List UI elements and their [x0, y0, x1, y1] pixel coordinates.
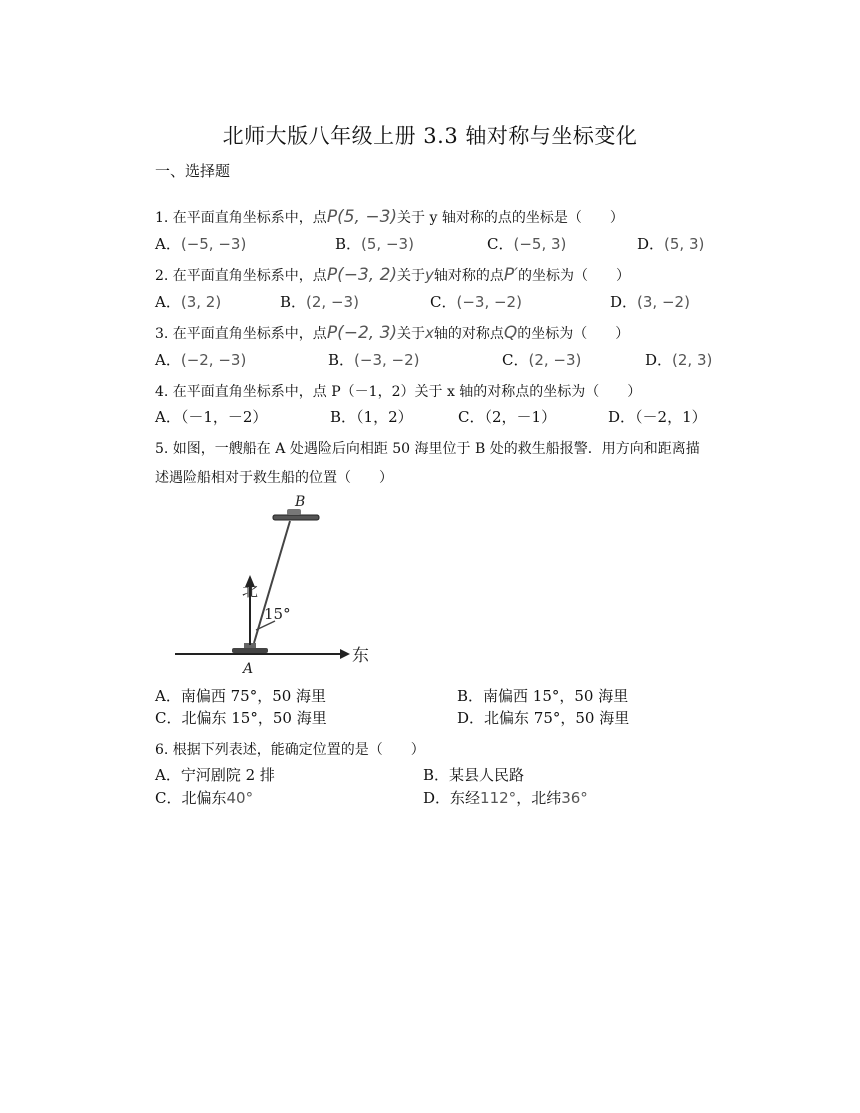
question-6-option-b[interactable]: B．某县人民路 [423, 766, 525, 784]
question-4-option-b[interactable]: B．（1，2） [330, 408, 413, 426]
point-a-label: A [243, 661, 254, 673]
question-5-option-c[interactable]: C．北偏东 15°，50 海里 [155, 709, 327, 727]
angle-label: 15° [264, 605, 291, 623]
ship-b-icon [273, 515, 319, 520]
question-5-option-b[interactable]: B．南偏西 15°，50 海里 [457, 687, 629, 705]
question-3-option-c[interactable]: C．(2, −3) [502, 351, 582, 369]
east-arrow-icon [340, 649, 350, 659]
question-2-option-d[interactable]: D．(3, −2) [610, 293, 690, 311]
question-5-stem: 5. 如图，一艘船在 A 处遇险后向相距 50 海里位于 B 处的救生船报警．用方向和距离描 述遇险船相对于救生船的位置（ ） [155, 441, 700, 486]
question-1-option-a[interactable]: A．(−5, −3) [155, 235, 247, 253]
point-expression: P(5, −3) [326, 207, 398, 227]
question-2-option-a[interactable]: A．(3, 2) [155, 293, 222, 311]
question-2-option-b[interactable]: B．(2, −3) [280, 293, 359, 311]
question-6-option-c[interactable]: C．北偏东40° [155, 789, 254, 807]
question-3-stem: 3. 在平面直角坐标系中，点P(−2, 3)关于x轴的对称点Q的坐标为（ ） [155, 323, 630, 343]
question-6-option-a[interactable]: A．宁河剧院 2 排 [155, 766, 275, 784]
question-4-option-d[interactable]: D．（－2，1） [608, 408, 707, 426]
question-4-stem: 4. 在平面直角坐标系中，点 P（－1，2）关于 x 轴的对称点的坐标为（ ） [155, 384, 642, 400]
point-b-label: B [295, 494, 306, 510]
question-1-stem: 1. 在平面直角坐标系中，点P(5, −3)关于 y 轴对称的点的坐标是（ ） [155, 207, 624, 227]
question-4-option-a[interactable]: A．（－1，－2） [155, 408, 268, 426]
question-1-option-b[interactable]: B．(5, −3) [335, 235, 414, 253]
page-title: 北师大版八年级上册 3.3 轴对称与坐标变化 [222, 124, 638, 148]
question-3-option-a[interactable]: A．(−2, −3) [155, 351, 247, 369]
ship-bearing-diagram [170, 493, 380, 673]
question-1-option-d[interactable]: D．(5, 3) [637, 235, 705, 253]
question-5-option-d[interactable]: D．北偏东 75°，50 海里 [457, 709, 630, 727]
question-2-option-c[interactable]: C．(−3, −2) [430, 293, 522, 311]
question-4-option-c[interactable]: C．（2，－1） [458, 408, 557, 426]
question-2-stem: 2. 在平面直角坐标系中，点P(−3, 2)关于y轴对称的点P′的坐标为（ ） [155, 265, 631, 285]
bearing-line [254, 521, 290, 643]
question-6-stem: 6. 根据下列表述，能确定位置的是（ ） [155, 742, 425, 758]
north-label: 北 [242, 581, 259, 600]
question-3-option-b[interactable]: B．(−3, −2) [328, 351, 420, 369]
question-1-option-c[interactable]: C．(−5, 3) [487, 235, 567, 253]
east-label: 东 [352, 646, 369, 666]
question-6-option-d[interactable]: D．东经112°，北纬36° [423, 789, 588, 807]
section-heading: 一、选择题 [155, 162, 231, 180]
question-5-option-a[interactable]: A．南偏西 75°，50 海里 [155, 687, 327, 705]
ship-a-icon [232, 648, 268, 653]
question-3-option-d[interactable]: D．(2, 3) [645, 351, 713, 369]
